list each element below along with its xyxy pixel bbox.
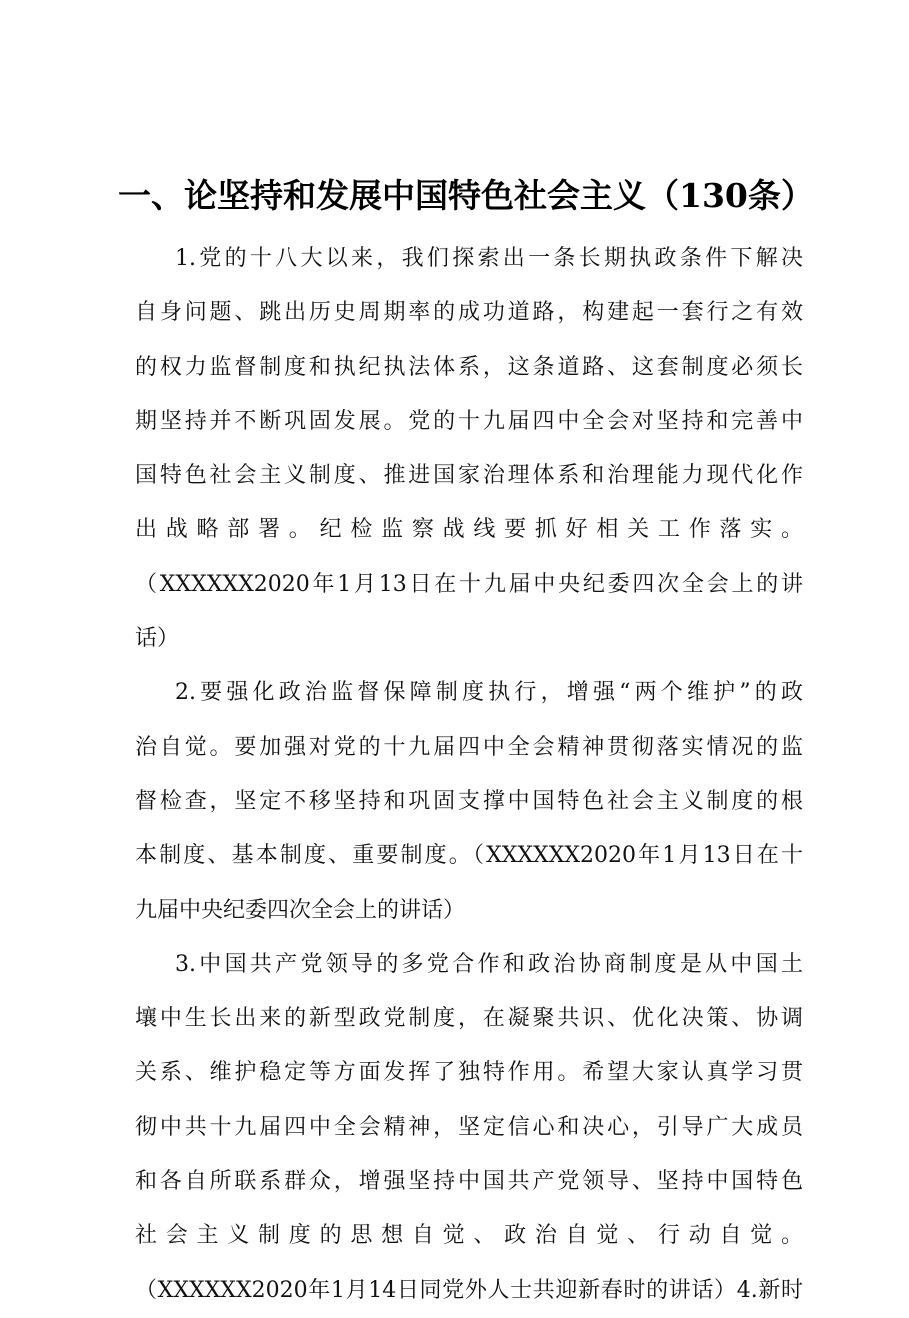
paragraph-2 bbox=[135, 666, 803, 937]
text-line: 话） bbox=[135, 626, 180, 652]
text-line: 本制度、基本制度、重要制度。（XXXXXX2020年1月13日在十 bbox=[135, 843, 803, 869]
text-line: 壤中生长出来的新型政党制度，在凝聚共识、优化决策、协调 bbox=[135, 1006, 803, 1032]
text-line: 九届中央纪委四次全会上的讲话） bbox=[135, 897, 466, 923]
text-line: 期坚持并不断巩固发展。党的十九届四中全会对坚持和完善中 bbox=[135, 408, 803, 434]
text-line: 和各自所联系群众，增强坚持中国共产党领导、坚持中国特色 bbox=[135, 1169, 803, 1195]
text-line: 出战略部署。纪检监察战线要抓好相关工作落实。 bbox=[135, 517, 803, 543]
text-line: 督检查，坚定不移坚持和巩固支撑中国特色社会主义制度的根 bbox=[135, 788, 803, 814]
text-line: 国特色社会主义制度、推进国家治理体系和治理能力现代化作 bbox=[135, 463, 803, 489]
text-line: 社会主义制度的思想自觉、政治自觉、行动自觉。 bbox=[135, 1223, 803, 1249]
text-line: 自身问题、跳出历史周期率的成功道路，构建起一套行之有效 bbox=[135, 300, 803, 326]
text-line: 1.党的十八大以来，我们探索出一条长期执政条件下解决 bbox=[175, 246, 803, 271]
text-line: （XXXXXX2020年1月13日在十九届中央纪委四次全会上的讲 bbox=[135, 571, 803, 597]
paragraph-1 bbox=[135, 232, 803, 666]
text-line: 的权力监督制度和执纪执法体系，这条道路、这套制度必须长 bbox=[135, 354, 803, 380]
document-body bbox=[135, 232, 803, 1318]
text-line: （XXXXXX2020年1月14日同党外人士共迎新春时的讲话）4.新时 bbox=[135, 1277, 803, 1303]
text-line: 治自觉。要加强对党的十九届四中全会精神贯彻落实情况的监 bbox=[135, 734, 803, 760]
page-title: 一、论坚持和发展中国特色社会主义（130条） bbox=[118, 176, 814, 215]
text-line: 3.中国共产党领导的多党合作和政治协商制度是从中国土 bbox=[175, 951, 803, 977]
paragraph-3 bbox=[135, 938, 803, 1318]
text-line: 2.要强化政治监督保障制度执行，增强“两个维护”的政 bbox=[175, 680, 803, 706]
text-line: 彻中共十九届四中全会精神，坚定信心和决心，引导广大成员 bbox=[135, 1114, 803, 1140]
text-line: 关系、维护稳定等方面发挥了独特作用。希望大家认真学习贯 bbox=[135, 1060, 803, 1086]
